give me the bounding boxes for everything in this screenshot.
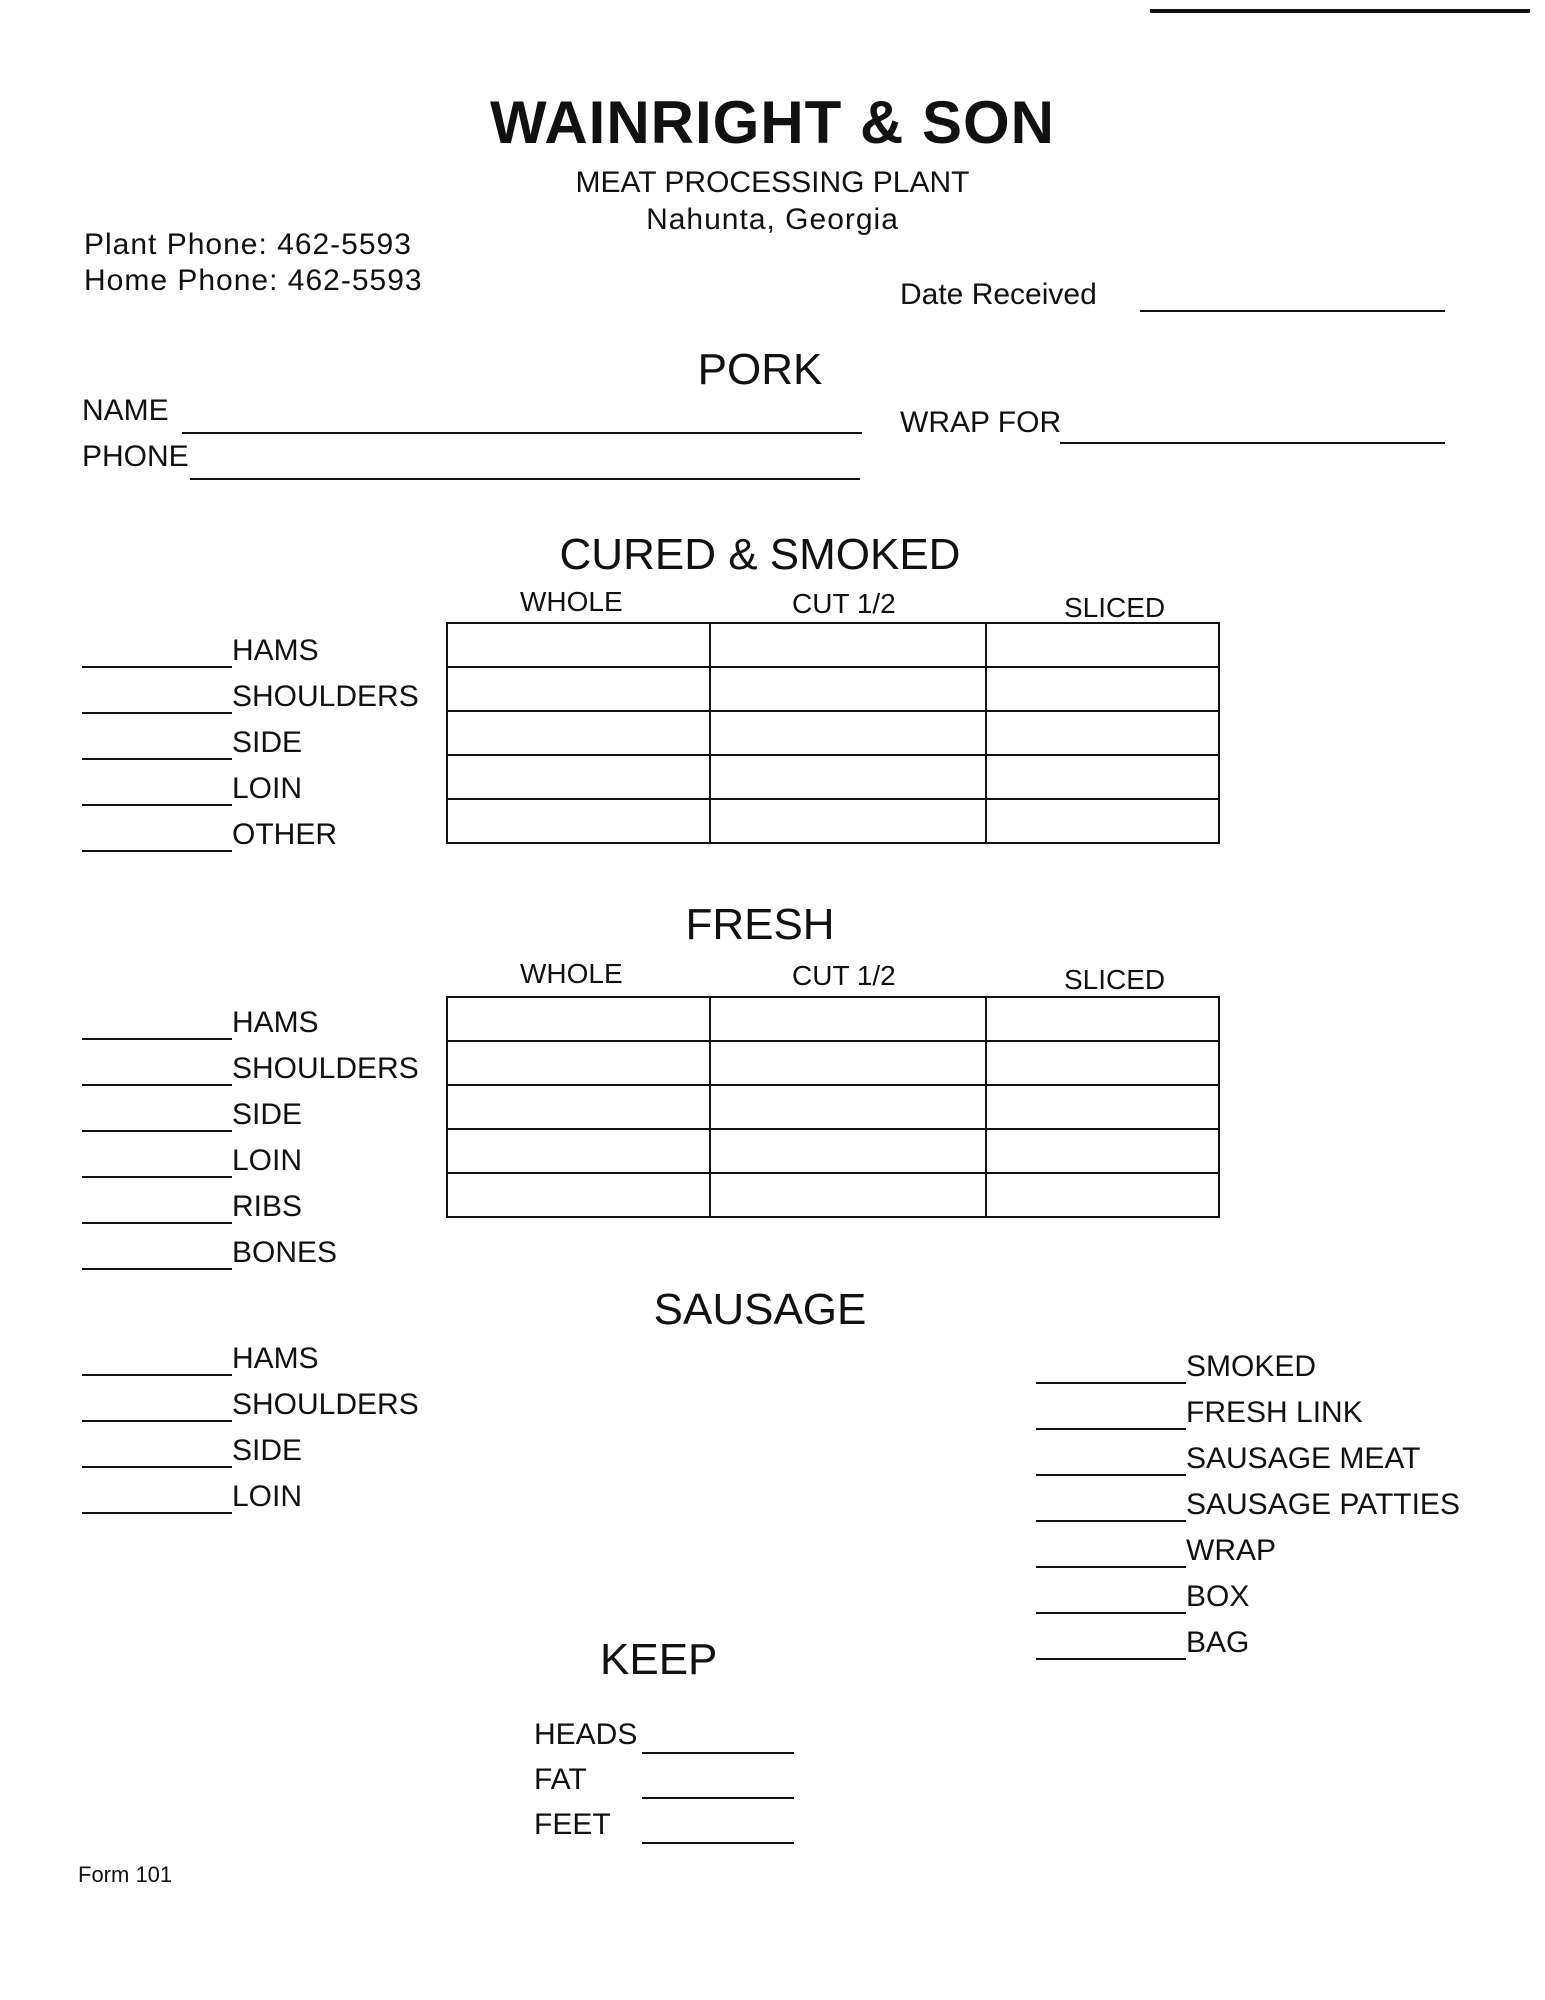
cured-cell-whole[interactable]	[447, 623, 710, 667]
phone-field[interactable]	[190, 478, 860, 480]
cured-cell-sliced[interactable]	[986, 799, 1219, 843]
cured-other-qty-field[interactable]	[82, 850, 232, 852]
sausage-fresh-link-label: FRESH LINK	[1186, 1396, 1363, 1429]
fresh-loin-label: LOIN	[232, 1144, 303, 1177]
fresh-cell-sliced[interactable]	[986, 1173, 1219, 1217]
fresh-loin-qty-field[interactable]	[82, 1176, 232, 1178]
fresh-shoulders-label: SHOULDERS	[232, 1052, 419, 1085]
fresh-shoulders-qty-field[interactable]	[82, 1084, 232, 1086]
fresh-cell-whole[interactable]	[447, 1129, 710, 1173]
fresh-cell-sliced[interactable]	[986, 1041, 1219, 1085]
cured-cell-sliced[interactable]	[986, 667, 1219, 711]
sausage-hams-qty-field[interactable]	[82, 1374, 232, 1376]
form-number: Form 101	[78, 1862, 173, 1887]
fresh-bones-qty-field[interactable]	[82, 1268, 232, 1270]
keep-fat-label: FAT	[534, 1763, 587, 1796]
company-name: WAINRIGHT & SON	[490, 89, 1055, 156]
fresh-cell-cut-half[interactable]	[710, 1129, 985, 1173]
fresh-col-sliced: SLICED	[1064, 964, 1166, 995]
name-label: NAME	[82, 394, 169, 427]
cured-grid-row	[447, 711, 1219, 755]
cured-cell-sliced[interactable]	[986, 711, 1219, 755]
cured-cell-whole[interactable]	[447, 667, 710, 711]
sausage-bag-label: BAG	[1186, 1626, 1250, 1659]
cured-other-label: OTHER	[232, 818, 337, 851]
fresh-col-cut-half: CUT 1/2	[792, 960, 896, 991]
keep-heading: KEEP	[600, 1635, 718, 1684]
cured-cell-cut-half[interactable]	[710, 711, 985, 755]
top-rule	[1150, 9, 1530, 13]
sausage-sausage-meat-label: SAUSAGE MEAT	[1186, 1442, 1421, 1475]
keep-fat-field[interactable]	[642, 1797, 794, 1799]
date-received-label: Date Received	[900, 278, 1097, 311]
wrap-for-field[interactable]	[1060, 442, 1445, 444]
cured-cell-cut-half[interactable]	[710, 799, 985, 843]
fresh-grid-row	[447, 997, 1219, 1041]
fresh-cell-whole[interactable]	[447, 1085, 710, 1129]
cured-shoulders-qty-field[interactable]	[82, 712, 232, 714]
sausage-hams-label: HAMS	[232, 1342, 319, 1375]
sausage-fresh-link-qty-field[interactable]	[1036, 1428, 1186, 1430]
cured-col-whole: WHOLE	[520, 586, 623, 617]
cured-cell-cut-half[interactable]	[710, 755, 985, 799]
keep-heads-field[interactable]	[642, 1752, 794, 1754]
cured-hams-qty-field[interactable]	[82, 666, 232, 668]
sausage-side-label: SIDE	[232, 1434, 303, 1467]
sausage-heading: SAUSAGE	[653, 1285, 867, 1334]
sausage-smoked-label: SMOKED	[1186, 1350, 1317, 1383]
fresh-cell-sliced[interactable]	[986, 1129, 1219, 1173]
cured-loin-label: LOIN	[232, 772, 303, 805]
home-phone: Home Phone: 462-5593	[84, 264, 423, 297]
cured-cell-cut-half[interactable]	[710, 623, 985, 667]
phone-label: PHONE	[82, 440, 189, 473]
fresh-grid-row	[447, 1129, 1219, 1173]
fresh-hams-label: HAMS	[232, 1006, 319, 1039]
cured-smoked-heading: CURED & SMOKED	[559, 530, 961, 579]
sausage-sausage-patties-qty-field[interactable]	[1036, 1520, 1186, 1522]
cured-col-sliced: SLICED	[1064, 592, 1166, 623]
fresh-grid-row	[447, 1085, 1219, 1129]
cured-grid-row	[447, 667, 1219, 711]
sausage-sausage-patties-label: SAUSAGE PATTIES	[1186, 1488, 1460, 1521]
fresh-grid	[446, 996, 1220, 1218]
sausage-wrap-qty-field[interactable]	[1036, 1566, 1186, 1568]
sausage-box-qty-field[interactable]	[1036, 1612, 1186, 1614]
cured-cell-whole[interactable]	[447, 755, 710, 799]
fresh-cell-cut-half[interactable]	[710, 1173, 985, 1217]
keep-feet-field[interactable]	[642, 1842, 794, 1844]
fresh-ribs-qty-field[interactable]	[82, 1222, 232, 1224]
cured-cell-whole[interactable]	[447, 711, 710, 755]
fresh-heading: FRESH	[685, 900, 835, 949]
sausage-wrap-label: WRAP	[1186, 1534, 1276, 1567]
fresh-side-qty-field[interactable]	[82, 1130, 232, 1132]
fresh-cell-cut-half[interactable]	[710, 1085, 985, 1129]
fresh-cell-cut-half[interactable]	[710, 997, 985, 1041]
name-field[interactable]	[182, 432, 862, 434]
cured-cell-whole[interactable]	[447, 799, 710, 843]
keep-heads-label: HEADS	[534, 1718, 638, 1751]
fresh-side-label: SIDE	[232, 1098, 303, 1131]
fresh-bones-label: BONES	[232, 1236, 338, 1269]
sausage-loin-qty-field[interactable]	[82, 1512, 232, 1514]
cured-cell-sliced[interactable]	[986, 755, 1219, 799]
cured-loin-qty-field[interactable]	[82, 804, 232, 806]
company-location: Nahunta, Georgia	[646, 203, 899, 236]
fresh-cell-whole[interactable]	[447, 1041, 710, 1085]
cured-side-qty-field[interactable]	[82, 758, 232, 760]
pork-heading: PORK	[697, 345, 823, 394]
fresh-col-whole: WHOLE	[520, 958, 623, 989]
cured-smoked-grid	[446, 622, 1220, 844]
cured-hams-label: HAMS	[232, 634, 319, 667]
cured-cell-sliced[interactable]	[986, 623, 1219, 667]
cured-cell-cut-half[interactable]	[710, 667, 985, 711]
cured-col-cut-half: CUT 1/2	[792, 588, 896, 619]
cured-shoulders-label: SHOULDERS	[232, 680, 419, 713]
sausage-shoulders-label: SHOULDERS	[232, 1388, 419, 1421]
sausage-smoked-qty-field[interactable]	[1036, 1382, 1186, 1384]
date-received-field[interactable]	[1140, 310, 1445, 312]
fresh-cell-whole[interactable]	[447, 1173, 710, 1217]
fresh-cell-whole[interactable]	[447, 997, 710, 1041]
company-subtitle: MEAT PROCESSING PLANT	[575, 166, 970, 199]
fresh-grid-row	[447, 1041, 1219, 1085]
fresh-grid-row	[447, 1173, 1219, 1217]
fresh-cell-cut-half[interactable]	[710, 1041, 985, 1085]
wrap-for-label: WRAP FOR	[900, 406, 1062, 439]
cured-grid-row	[447, 623, 1219, 667]
fresh-hams-qty-field[interactable]	[82, 1038, 232, 1040]
fresh-cell-sliced[interactable]	[986, 997, 1219, 1041]
sausage-loin-label: LOIN	[232, 1480, 303, 1513]
cured-side-label: SIDE	[232, 726, 303, 759]
sausage-side-qty-field[interactable]	[82, 1466, 232, 1468]
plant-phone: Plant Phone: 462-5593	[84, 228, 412, 261]
cured-grid-row	[447, 799, 1219, 843]
fresh-ribs-label: RIBS	[232, 1190, 303, 1223]
fresh-cell-sliced[interactable]	[986, 1085, 1219, 1129]
sausage-shoulders-qty-field[interactable]	[82, 1420, 232, 1422]
sausage-box-label: BOX	[1186, 1580, 1250, 1613]
cured-grid-row	[447, 755, 1219, 799]
sausage-sausage-meat-qty-field[interactable]	[1036, 1474, 1186, 1476]
keep-feet-label: FEET	[534, 1808, 611, 1841]
sausage-bag-qty-field[interactable]	[1036, 1658, 1186, 1660]
